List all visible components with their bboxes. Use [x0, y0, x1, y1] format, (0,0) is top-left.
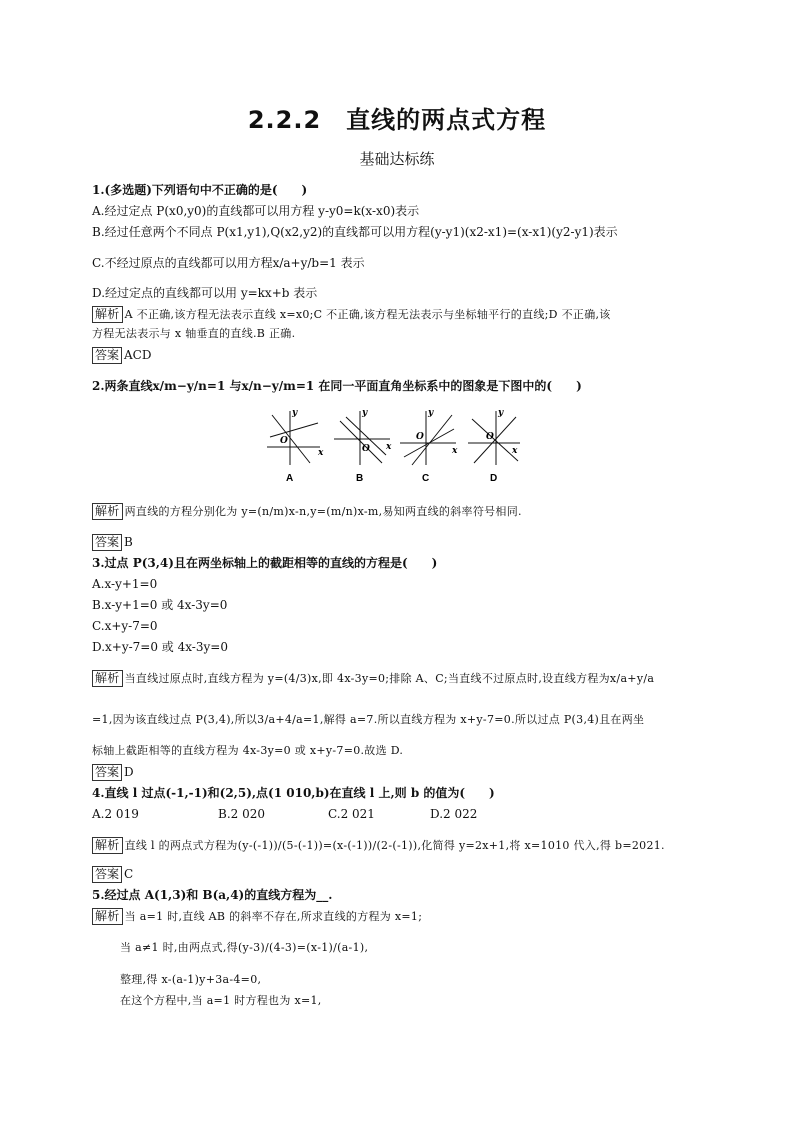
analysis-tag: 解析 [92, 837, 123, 854]
axis-y-label: y [362, 408, 368, 418]
q3-answer [92, 764, 134, 781]
page-title: 2.2.2 直线的两点式方程 [247, 106, 547, 134]
q1-option-c: C.不经过原点的直线都可以用方程x/a+y/b=1 表示 [92, 256, 365, 270]
figure-label-a: A [286, 473, 294, 484]
origin-label: O [362, 444, 370, 454]
q4-option-d: D.2 022 [430, 807, 478, 821]
axis-x-label: x [452, 446, 458, 456]
q1-option-b: B.经过任意两个不同点 P(x1,y1),Q(x2,y2)的直线都可以用方程(y-y1)(x2-x1)=(x-x1)(y2-y1)表示 [92, 225, 618, 239]
figure-label-b: B [356, 473, 364, 484]
q3-analysis-line2: =1,因为该直线过点 P(3,4),所以3/a+4/a=1,解得 a=7.所以直线方程为 x+y-7=0.所以过点 P(3,4)且在两坐 [92, 713, 645, 726]
q4-analysis-text: 直线 l 的两点式方程为(y-(-1))/(5-(-1))=(x-(-1))/(2-(-1)),化简得 y=2x+1,将 x=1010 代入,得 b=2021. [124, 839, 665, 852]
answer-tag: 答案 [92, 764, 122, 781]
analysis-tag: 解析 [92, 670, 123, 687]
q5-analysis-line3: 整理,得 x-(a-1)y+3a-4=0, [120, 973, 262, 986]
q5-analysis-line1: 当 a=1 时,直线 AB 的斜率不存在,所求直线的方程为 x=1; [124, 910, 423, 923]
q1-stem: 1.(多选题)下列语句中不正确的是( ) [92, 183, 308, 197]
line-2 [474, 417, 516, 463]
q1-analysis-line2: 方程无法表示与 x 轴垂直的直线.B 正确. [92, 327, 296, 340]
figure-label-c: C [422, 473, 430, 484]
q2-answer-value: B [124, 535, 133, 549]
origin-label: O [416, 432, 424, 442]
answer-tag: 答案 [92, 866, 122, 883]
q3-analysis-line3: 标轴上截距相等的直线方程为 4x-3y=0 或 x+y-7=0.故选 D. [92, 744, 404, 757]
axis-x-label: x [386, 442, 392, 452]
q2-analysis [92, 503, 522, 520]
q3-option-a: A.x-y+1=0 [92, 577, 158, 591]
q3-analysis [92, 670, 654, 687]
q1-analysis-line1: A 不正确,该方程无法表示直线 x=x0;C 不正确,该方程无法表示与坐标轴平行的直线;D 不正确,该 [124, 308, 611, 321]
line-1 [270, 423, 318, 437]
q2-analysis-text: 两直线的方程分别化为 y=(n/m)x-n,y=(m/n)x-m,易知两直线的斜率符号相同. [124, 505, 522, 518]
q1-option-d: D.经过定点的直线都可以用 y=kx+b 表示 [92, 286, 318, 300]
q3-stem: 3.过点 P(3,4)且在两坐标轴上的截距相等的直线的方程是( ) [92, 556, 438, 570]
q1-answer-value: ACD [124, 348, 152, 362]
graph-c [400, 408, 458, 484]
axis-y-label: y [498, 408, 504, 418]
q2-stem: 2.两条直线x/m−y/n=1 与x/n−y/m=1 在同一平面直角坐标系中的图象是下图中的( ) [92, 379, 582, 393]
q3-answer-value: D [124, 765, 134, 779]
q4-stem: 4.直线 l 过点(-1,-1)和(2,5),点(1 010,b)在直线 l 上,则 b 的值为( ) [92, 786, 495, 800]
q5-stem: 5.经过点 A(1,3)和 B(a,4)的直线方程为__. [92, 888, 333, 902]
q4-answer-value: C [124, 867, 134, 881]
q4-answer [92, 866, 133, 883]
q3-option-d: D.x+y-7=0 或 4x-3y=0 [92, 640, 228, 654]
axis-x-label: x [318, 448, 324, 458]
origin-label: O [486, 432, 494, 442]
q2-answer [92, 534, 133, 551]
q1-analysis [92, 306, 611, 323]
line-2 [272, 415, 310, 463]
q5-analysis-line2: 当 a≠1 时,由两点式,得(y-3)/(4-3)=(x-1)/(a-1), [120, 941, 369, 954]
q4-options [92, 806, 477, 822]
graph-d [468, 408, 520, 484]
q4-analysis [92, 837, 665, 854]
q3-option-c: C.x+y-7=0 [92, 619, 158, 633]
section-subtitle: 基础达标练 [359, 150, 435, 168]
q5-analysis-line4: 在这个方程中,当 a=1 时方程也为 x=1, [120, 994, 322, 1007]
axis-y-label: y [428, 408, 434, 418]
graph-a [267, 408, 324, 484]
answer-tag: 答案 [92, 534, 122, 551]
q5-analysis [92, 908, 422, 925]
q3-analysis-line1: 当直线过原点时,直线方程为 y=(4/3)x,即 4x-3y=0;排除 A、C;当直线不过原点时,设直线方程为x/a+y/a [124, 672, 655, 685]
q4-option-a: A.2 019 [92, 807, 139, 821]
analysis-tag: 解析 [92, 908, 123, 925]
axis-x-label: x [512, 446, 518, 456]
analysis-tag: 解析 [92, 306, 123, 323]
graph-b [334, 408, 392, 484]
answer-tag: 答案 [92, 347, 122, 364]
q4-option-c: C.2 021 [328, 807, 375, 821]
q4-option-b: B.2 020 [218, 807, 265, 821]
figure-label-d: D [490, 473, 498, 484]
analysis-tag: 解析 [92, 503, 123, 520]
q3-option-b: B.x-y+1=0 或 4x-3y=0 [92, 598, 228, 612]
axis-y-label: y [292, 408, 298, 418]
q1-answer [92, 347, 151, 364]
q2-figure [262, 405, 522, 490]
line-1 [340, 421, 382, 463]
q1-option-a: A.经过定点 P(x0,y0)的直线都可以用方程 y-y0=k(x-x0)表示 [92, 204, 420, 218]
origin-label: O [280, 436, 288, 446]
